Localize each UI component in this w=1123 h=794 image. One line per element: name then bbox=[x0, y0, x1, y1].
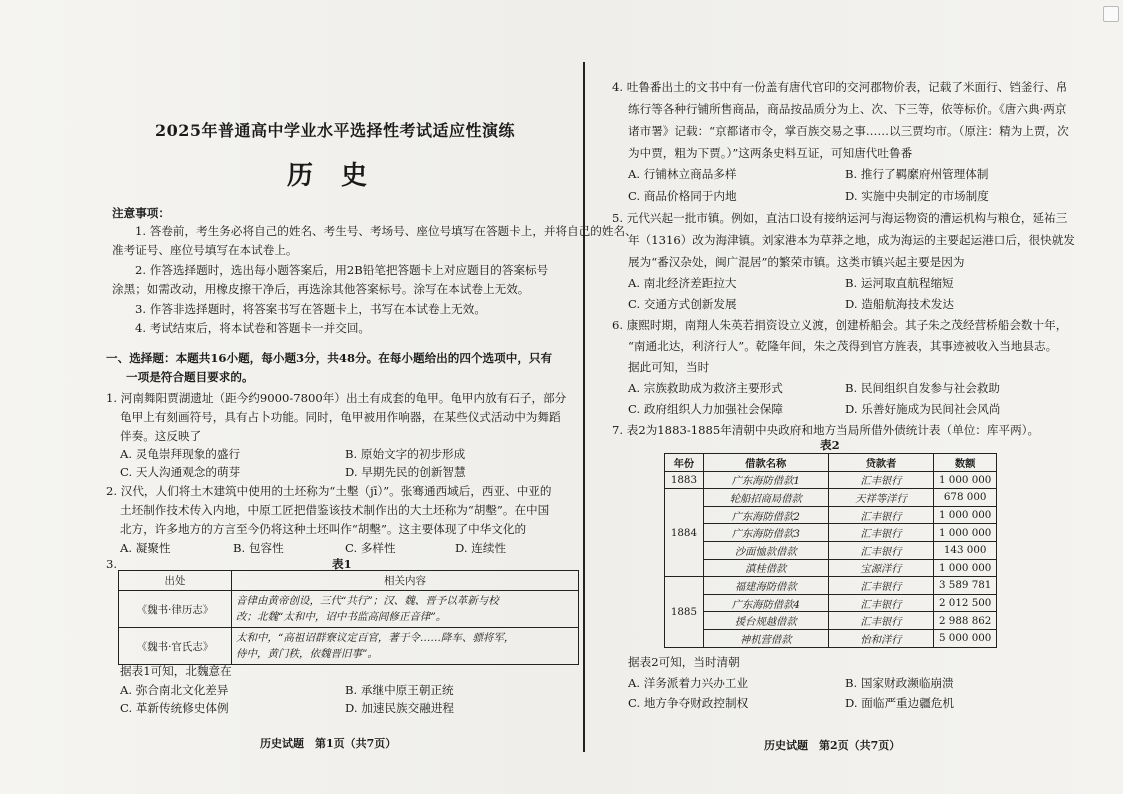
q4-option-a[interactable]: A. 行铺林立商品多样 bbox=[628, 167, 737, 181]
amount-cell: 5 000 000 bbox=[934, 629, 997, 647]
content-line: 太和中，“高祖诏群寮议定百官，著于令……降车、骠将军， bbox=[236, 632, 515, 644]
lender-cell: 汇丰银行 bbox=[828, 471, 934, 489]
question-2-stem: 2. 汉代，人们将土木建筑中使用的土坯称为“土墼（jī）”。张骞通西域后，西亚、中亚的 bbox=[106, 484, 552, 498]
lender-cell: 汇丰银行 bbox=[828, 577, 934, 595]
q1-option-b[interactable]: B. 原始文字的初步形成 bbox=[345, 447, 466, 461]
q1-option-c[interactable]: C. 天人沟通观念的萌芽 bbox=[120, 465, 241, 479]
question-5-stem: 展为“番汉杂处，闽广混居”的繁荣市镇。这类市镇兴起主要是因为 bbox=[628, 255, 965, 269]
lender-cell: 汇丰银行 bbox=[828, 612, 934, 630]
table-row bbox=[665, 577, 997, 595]
table-row bbox=[119, 628, 579, 665]
question-2-stem: 北方，许多地方的方言至今仍将这种土坯叫作“胡墼”。这主要体现了中华文化的 bbox=[120, 522, 527, 536]
q7-option-a[interactable]: A. 洋务派着力兴办工业 bbox=[628, 676, 749, 690]
question-4-stem: 4. 吐鲁番出土的文书中有一份盖有唐代官印的交河郡物价表，记载了米面行、铛釜行、帛 bbox=[612, 80, 1068, 94]
amount-cell: 678 000 bbox=[934, 489, 997, 507]
loan-name-cell: 援台规越借款 bbox=[703, 612, 828, 630]
loan-name-cell: 广东海防借款4 bbox=[703, 594, 828, 612]
lender-cell: 怡和洋行 bbox=[828, 629, 934, 647]
q6-option-a[interactable]: A. 宗族救助成为救济主要形式 bbox=[628, 381, 783, 395]
year-cell: 1884 bbox=[665, 489, 704, 577]
table-row bbox=[665, 524, 997, 542]
q7-option-d[interactable]: D. 面临严重边疆危机 bbox=[845, 696, 955, 710]
question-4-stem: 诸市署》记载：“京都诸市令，掌百族交易之事……以三贾均市。（原注：精为上贾，次 bbox=[628, 124, 1069, 138]
table-row bbox=[665, 612, 997, 630]
table-header-row bbox=[665, 454, 997, 472]
loan-name-cell: 神机营借款 bbox=[703, 629, 828, 647]
table-cell-source: 《魏书·律历志》 bbox=[119, 591, 232, 628]
content-line: 侍中，黄门秩，依魏晋旧事”。 bbox=[236, 648, 378, 660]
table-header: 出处 bbox=[119, 571, 232, 591]
q3-option-c[interactable]: C. 革新传统修史体例 bbox=[120, 701, 229, 715]
q3-option-b[interactable]: B. 承继中原王朝正统 bbox=[345, 683, 454, 697]
loan-name-cell: 福建海防借款 bbox=[703, 577, 828, 595]
table-2 bbox=[664, 453, 997, 648]
question-7-conclusion: 据表2可知，当时清朝 bbox=[628, 655, 740, 669]
table-row bbox=[665, 541, 997, 559]
lender-cell: 天祥等洋行 bbox=[828, 489, 934, 507]
table-1-caption: 表1 bbox=[332, 557, 352, 571]
q5-option-c[interactable]: C. 交通方式创新发展 bbox=[628, 297, 737, 311]
page-footer-left: 历史试题 第1页（共7页） bbox=[260, 737, 397, 750]
notice-line: 3. 作答非选择题时，将答案书写在答题卡上，书写在本试卷上无效。 bbox=[135, 302, 486, 316]
q7-option-b[interactable]: B. 国家财政濒临崩溃 bbox=[845, 676, 954, 690]
q1-option-d[interactable]: D. 早期先民的创新智慧 bbox=[345, 465, 466, 479]
table-row bbox=[119, 591, 579, 628]
table-row bbox=[665, 506, 997, 524]
content-line: 音律由黄帝创设，三代“共行”；汉、魏、晋予以革新与校 bbox=[236, 595, 499, 607]
table-header: 借款名称 bbox=[703, 454, 828, 472]
question-4-stem: 为中贾，粗为下贾。）”这两条史料互证，可知唐代吐鲁番 bbox=[628, 146, 913, 160]
question-6-stem: “南通北达，利济行人”。乾隆年间，朱之茂得到官方旌表，其事迹被收入当地县志。 bbox=[628, 339, 1058, 353]
lender-cell: 汇丰银行 bbox=[828, 506, 934, 524]
q3-option-a[interactable]: A. 弥合南北文化差异 bbox=[120, 683, 229, 697]
table-row bbox=[665, 559, 997, 577]
lender-cell: 汇丰银行 bbox=[828, 524, 934, 542]
loan-name-cell: 滇桂借款 bbox=[703, 559, 828, 577]
table-cell-content bbox=[232, 628, 579, 665]
q6-option-d[interactable]: D. 乐善好施成为民间社会风尚 bbox=[845, 402, 1001, 416]
table-header: 贷款者 bbox=[828, 454, 934, 472]
question-5-stem: 5. 元代兴起一批市镇。例如，直沽口设有接纳运河与海运物资的漕运机构与粮仓，延祐三 bbox=[612, 211, 1068, 225]
q4-option-b[interactable]: B. 推行了羁縻府州管理体制 bbox=[845, 167, 989, 181]
amount-cell: 143 000 bbox=[934, 541, 997, 559]
q2-option-d[interactable]: D. 连续性 bbox=[455, 541, 507, 555]
amount-cell: 1 000 000 bbox=[934, 559, 997, 577]
table-1 bbox=[118, 570, 579, 665]
q1-option-a[interactable]: A. 灵龟崇拜现象的盛行 bbox=[120, 447, 241, 461]
q4-option-c[interactable]: C. 商品价格同于内地 bbox=[628, 189, 737, 203]
table-row bbox=[665, 471, 997, 489]
q6-option-b[interactable]: B. 民间组织自发参与社会救助 bbox=[845, 381, 1001, 395]
notice-line: 4. 考试结束后，将本试卷和答题卡一并交回。 bbox=[135, 321, 371, 335]
table-header: 数额 bbox=[934, 454, 997, 472]
amount-cell: 1 000 000 bbox=[934, 471, 997, 489]
question-4-stem: 练行等各种行铺所售商品，商品按品质分为上、次、下三等，依等标价。《唐六典·两京 bbox=[628, 102, 1067, 116]
q2-option-a[interactable]: A. 凝聚性 bbox=[120, 541, 171, 555]
question-3-number: 3. bbox=[106, 557, 118, 571]
q5-option-d[interactable]: D. 造船航海技术发达 bbox=[845, 297, 955, 311]
amount-cell: 1 000 000 bbox=[934, 506, 997, 524]
subject-title: 历史 bbox=[287, 161, 396, 191]
page-divider bbox=[583, 62, 585, 752]
question-6-stem: 6. 康熙时期，南翔人朱英若捐资设立义渡，创建桥船会。其子朱之茂经营桥船会数十年， bbox=[612, 318, 1068, 332]
table-row bbox=[665, 594, 997, 612]
loan-name-cell: 广东海防借款3 bbox=[703, 524, 828, 542]
notice-line: 涂黑；如需改动，用橡皮擦干净后，再选涂其他答案标号。涂写在本试卷上无效。 bbox=[112, 282, 530, 296]
table-header-row bbox=[119, 571, 579, 591]
question-6-stem: 据此可知，当时 bbox=[628, 360, 710, 374]
question-2-stem: 土坯制作技术传入内地，中原工匠把借鉴该技术制作出的大土坯称为“胡墼”。在中国 bbox=[120, 503, 550, 517]
page-footer-right: 历史试题 第2页（共7页） bbox=[764, 739, 901, 752]
q2-option-b[interactable]: B. 包容性 bbox=[233, 541, 284, 555]
table-cell-content bbox=[232, 591, 579, 628]
year-cell: 1883 bbox=[665, 471, 704, 489]
notice-line: 2. 作答选择题时，选出每小题答案后，用2B铅笔把答题卡上对应题目的答案标号 bbox=[135, 263, 549, 277]
notice-line: 1. 答卷前，考生务必将自己的姓名、考生号、考场号、座位号填写在答题卡上，并将自己的姓名、 bbox=[135, 224, 637, 238]
amount-cell: 3 589 781 bbox=[934, 577, 997, 595]
question-1-stem: 伴奏。这反映了 bbox=[120, 429, 202, 443]
table-header: 年份 bbox=[665, 454, 704, 472]
content-line: 改；北魏“太和中，诏中书监高闾修正音律”。 bbox=[236, 611, 447, 623]
loan-name-cell: 沙面恤款借款 bbox=[703, 541, 828, 559]
amount-cell: 2 012 500 bbox=[934, 594, 997, 612]
notice-heading: 注意事项： bbox=[112, 206, 170, 220]
question-1-stem: 龟甲上有刻画符号，具有占卜功能。同时，龟甲被用作响器，在某些仪式活动中为舞蹈 bbox=[120, 410, 561, 424]
q2-option-c[interactable]: C. 多样性 bbox=[345, 541, 396, 555]
question-1-stem: 1. 河南舞阳贾湖遗址（距今约9000-7800年）出土有成套的龟甲。龟甲内放有石子，部分 bbox=[106, 391, 567, 405]
q5-option-b[interactable]: B. 运河取直航程缩短 bbox=[845, 276, 954, 290]
amount-cell: 2 988 862 bbox=[934, 612, 997, 630]
question-5-stem: 年（1316）改为海津镇。刘家港本为草莽之地，成为海运的主要起运港口后，很快就发 bbox=[628, 233, 1075, 247]
table-row bbox=[665, 629, 997, 647]
table-row bbox=[665, 489, 997, 507]
corner-mark bbox=[1103, 6, 1119, 22]
question-3-stem: 据表1可知，北魏意在 bbox=[120, 664, 232, 678]
exam-title: 2025年普通高中学业水平选择性考试适应性演练 bbox=[155, 121, 516, 140]
q4-option-d[interactable]: D. 实施中央制定的市场制度 bbox=[845, 189, 989, 203]
question-7-stem: 7. 表2为1883-1885年清朝中央政府和地方当局所借外债统计表（单位：库平两）。 bbox=[612, 423, 1040, 437]
lender-cell: 汇丰银行 bbox=[828, 594, 934, 612]
lender-cell: 宝源洋行 bbox=[828, 559, 934, 577]
table-header: 相关内容 bbox=[232, 571, 579, 591]
loan-name-cell: 广东海防借款1 bbox=[703, 471, 828, 489]
amount-cell: 1 000 000 bbox=[934, 524, 997, 542]
loan-name-cell: 轮船招商局借款 bbox=[703, 489, 828, 507]
lender-cell: 汇丰银行 bbox=[828, 541, 934, 559]
q3-option-d[interactable]: D. 加速民族交融进程 bbox=[345, 701, 455, 715]
year-cell: 1885 bbox=[665, 577, 704, 647]
section-heading: 一项是符合题目要求的。 bbox=[126, 370, 254, 384]
section-heading: 一、选择题：本题共16小题，每小题3分，共48分。在每小题给出的四个选项中，只有 bbox=[106, 351, 553, 365]
loan-name-cell: 广东海防借款2 bbox=[703, 506, 828, 524]
q5-option-a[interactable]: A. 南北经济差距拉大 bbox=[628, 276, 737, 290]
notice-line: 准考证号、座位号填写在本试卷上。 bbox=[112, 243, 298, 257]
q6-option-c[interactable]: C. 政府组织人力加强社会保障 bbox=[628, 402, 783, 416]
table-2-caption: 表2 bbox=[820, 438, 840, 452]
table-cell-source: 《魏书·官氏志》 bbox=[119, 628, 232, 665]
q7-option-c[interactable]: C. 地方争夺财政控制权 bbox=[628, 696, 749, 710]
